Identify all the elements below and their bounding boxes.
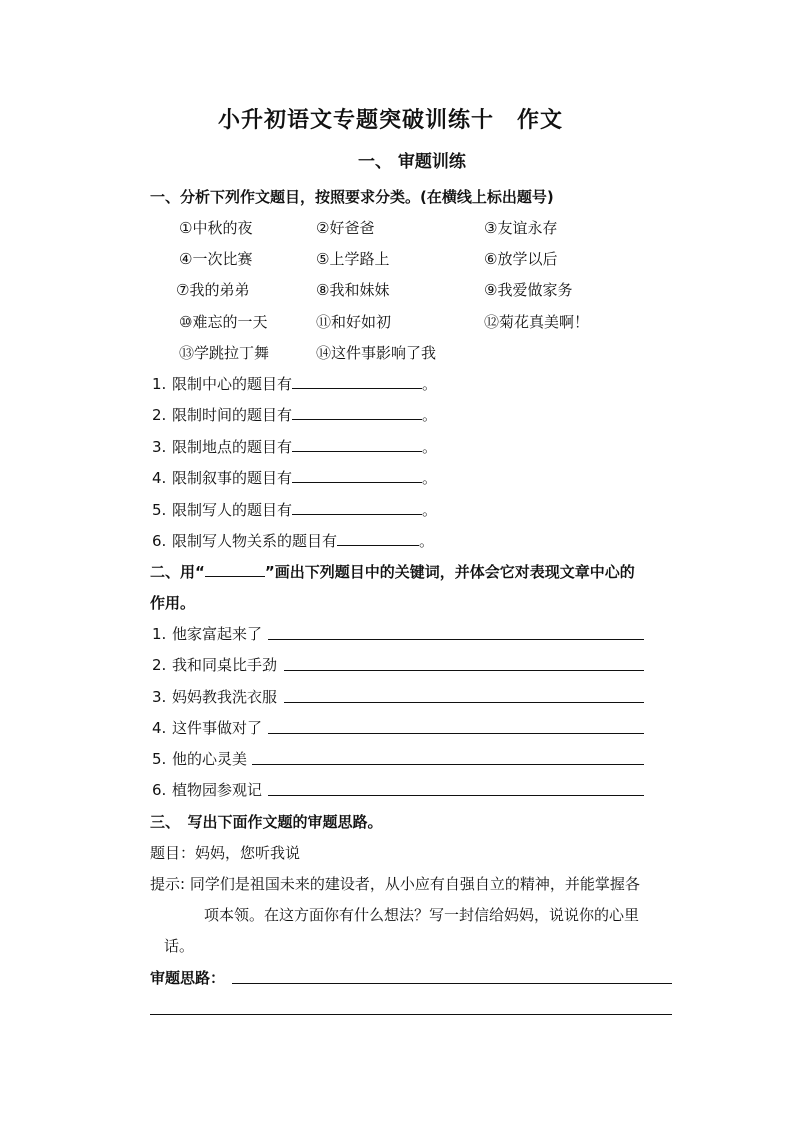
item-number: 5. [152, 750, 167, 768]
answer-line[interactable] [252, 764, 644, 765]
question-text: 限制叙事的题目有 [172, 469, 293, 487]
answer-blank[interactable] [292, 500, 422, 515]
hint-line: 提示: 同学们是祖国未来的建设者，从小应有自强自立的精神，并能掌握各 [150, 875, 640, 893]
question-number: 1. [152, 375, 167, 393]
topic-item: ④一次比赛 [179, 250, 253, 268]
hint-line: 项本领。在这方面你有什么想法？写一封信给妈妈，说说你的心里 [204, 906, 640, 924]
topic-item: ⑬学跳拉丁舞 [179, 344, 270, 362]
answer-blank[interactable] [292, 374, 422, 389]
answer-line[interactable] [284, 702, 644, 703]
answer-blank[interactable] [292, 468, 422, 483]
topic-item: ①中秋的夜 [179, 219, 253, 237]
answer-line[interactable] [268, 733, 644, 734]
item-text: 妈妈教我洗衣服 [172, 688, 278, 706]
section2-heading-end: ”画出下列题目中的关键词，并体会它对表现文章中心的 [264, 563, 635, 581]
item-text: 植物园参观记 [172, 781, 263, 799]
topic-item: ⑫菊花真美啊！ [484, 313, 590, 331]
question-number: 6. [152, 532, 167, 550]
answer-line[interactable] [268, 639, 644, 640]
question-number: 4. [152, 469, 167, 487]
keyword-item [152, 748, 247, 769]
question-row [152, 530, 434, 551]
section1-heading: 一、分析下列作文题目，按照要求分类。(在横线上标出题号) [150, 188, 554, 206]
item-text: 这件事做对了 [172, 719, 263, 737]
answer-line[interactable] [232, 983, 672, 984]
answer-blank[interactable] [292, 405, 422, 420]
question-text: 限制写人物关系的题目有 [172, 532, 338, 550]
answer-label: 审题思路： [150, 969, 226, 987]
question-number: 5. [152, 501, 167, 519]
item-text: 我和同桌比手劲 [172, 656, 278, 674]
question-end: 。 [422, 375, 438, 393]
question-text: 限制时间的题目有 [172, 406, 293, 424]
section2-heading-start: 二、用“ [150, 563, 205, 581]
essay-topic: 题目：妈妈，您听我说 [150, 844, 301, 862]
section2-heading-continued: 作用。 [150, 594, 196, 612]
topic-item: ⑦我的弟弟 [176, 281, 250, 299]
topic-item: ⑥放学以后 [484, 250, 558, 268]
keyword-item [152, 779, 262, 800]
question-row [152, 499, 437, 520]
keyword-item [152, 686, 277, 707]
item-number: 4. [152, 719, 167, 737]
item-text: 他的心灵美 [172, 750, 248, 768]
page-title: 小升初语文专题突破训练十 作文 [218, 107, 564, 133]
section-subtitle: 一、 审题训练 [358, 152, 466, 172]
item-number: 3. [152, 688, 167, 706]
item-number: 2. [152, 656, 167, 674]
topic-item: ⑩难忘的一天 [179, 313, 268, 331]
question-text: 限制地点的题目有 [172, 438, 293, 456]
underline-sample [205, 564, 265, 577]
keyword-item [152, 623, 262, 644]
question-row [152, 436, 437, 457]
topic-item: ③友谊永存 [484, 219, 558, 237]
question-text: 限制中心的题目有 [172, 375, 293, 393]
question-text: 限制写人的题目有 [172, 501, 293, 519]
item-number: 6. [152, 781, 167, 799]
question-row [152, 467, 437, 488]
topic-item: ⑨我爱做家务 [484, 281, 573, 299]
question-end: 。 [422, 469, 438, 487]
question-end: 。 [419, 532, 435, 550]
answer-blank[interactable] [337, 531, 419, 546]
keyword-item [152, 717, 262, 738]
section2-heading [150, 561, 635, 582]
item-number: 1. [152, 625, 167, 643]
question-end: 。 [422, 406, 438, 424]
answer-blank[interactable] [292, 437, 422, 452]
question-end: 。 [422, 438, 438, 456]
topic-item: ⑧我和妹妹 [316, 281, 390, 299]
item-text: 他家富起来了 [172, 625, 263, 643]
keyword-item [152, 654, 277, 675]
question-row [152, 404, 437, 425]
topic-item: ②好爸爸 [316, 219, 375, 237]
question-row [152, 373, 437, 394]
section3-heading: 三、 写出下面作文题的审题思路。 [150, 813, 383, 831]
hint-line: 话。 [164, 937, 195, 955]
topic-item: ⑪和好如初 [316, 313, 392, 331]
answer-line[interactable] [150, 1014, 672, 1015]
question-number: 3. [152, 438, 167, 456]
question-end: 。 [422, 501, 438, 519]
answer-line[interactable] [284, 670, 644, 671]
question-number: 2. [152, 406, 167, 424]
topic-item: ⑭这件事影响了我 [316, 344, 437, 362]
answer-line[interactable] [268, 795, 644, 796]
topic-item: ⑤上学路上 [316, 250, 390, 268]
